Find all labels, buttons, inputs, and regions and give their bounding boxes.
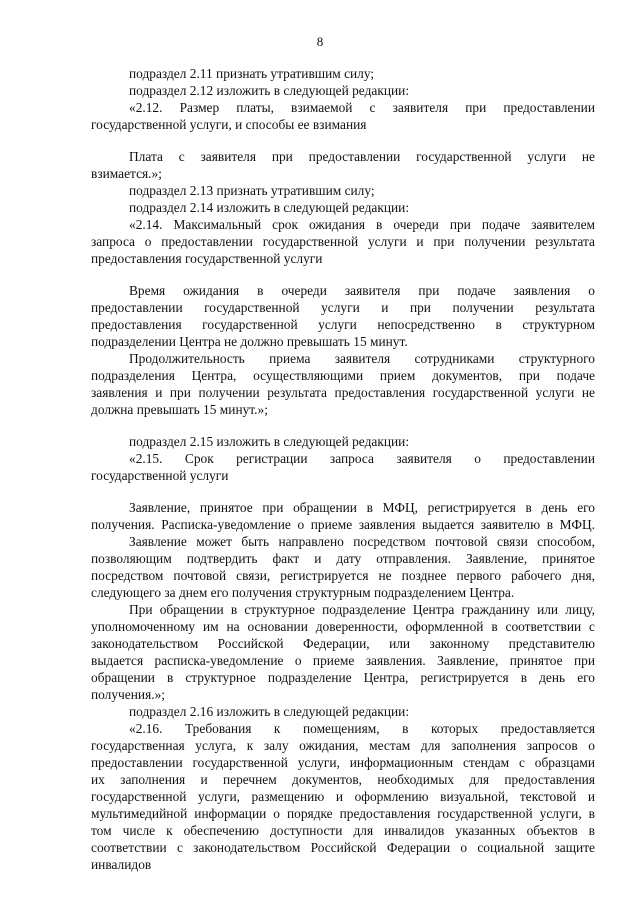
text-line: Продолжительность приема заявителя сотрудниками структурного bbox=[129, 351, 595, 366]
text-line: «2.15. Срок регистрации запроса заявителя о предоставлении bbox=[129, 451, 595, 466]
text-line: Время ожидания в очереди заявителя при подаче заявления о bbox=[129, 283, 595, 298]
text-line: запроса о предоставлении государственной услуги и при получении результата bbox=[91, 234, 595, 249]
text-line: заявления и при получении результата предоставления государственной услуги не bbox=[91, 385, 595, 400]
text-line: подраздел 2.16 изложить в следующей редакции: bbox=[129, 704, 410, 719]
text-line: государственной услуги, размещению и оформлению визуальной, текстовой и bbox=[91, 789, 595, 804]
text-line: позволяющим подтвердить факт и дату отправления. Заявление, принятое bbox=[91, 551, 595, 566]
text-line: «2.12. Размер платы, взимаемой с заявителя при предоставлении bbox=[129, 100, 595, 115]
text-line: мультимедийной информации о порядке предоставления государственной услуги, в bbox=[91, 806, 595, 821]
text-line: посредством почтовой связи, регистрируется не позднее первого рабочего дня, bbox=[91, 568, 595, 583]
text-line: предоставлении государственной услуги и при получении результата bbox=[91, 300, 595, 315]
text-line: Заявление может быть направлено посредством почтовой связи способом, bbox=[129, 534, 595, 549]
text-line: подраздел 2.13 признать утратившим силу; bbox=[129, 183, 375, 198]
text-line: получения. Расписка-уведомление о приеме заявления выдается заявителю в МФЦ. bbox=[91, 517, 595, 532]
text-line: их заполнения и перечнем документов, необходимых для предоставления bbox=[91, 772, 595, 787]
text-line: взимается.»; bbox=[91, 166, 162, 181]
text-line: предоставления государственной услуги bbox=[91, 251, 323, 266]
text-line: «2.14. Максимальный срок ожидания в очереди при подаче заявителем bbox=[129, 217, 595, 232]
text-line: предоставлении государственной услуги, информационным стендам с образцами bbox=[91, 755, 595, 770]
text-line: обращении в структурное подразделение Центра, регистрируется в день его bbox=[91, 670, 595, 685]
page-number: 8 bbox=[316, 34, 324, 49]
text-line: следующего за днем его получения структурным подразделением Центра. bbox=[91, 585, 515, 600]
text-line: «2.16. Требования к помещениям, в которых предоставляется bbox=[129, 721, 595, 736]
text-line: государственная услуга, к залу ожидания, местам для заполнения запросов о bbox=[91, 738, 595, 753]
text-line: подраздел 2.11 признать утратившим силу; bbox=[129, 66, 375, 81]
text-line: законодательством Российской Федерации, или законному представителю bbox=[91, 636, 595, 651]
text-line: должна превышать 15 минут.»; bbox=[91, 402, 268, 417]
text-line: государственной услуги bbox=[91, 468, 229, 483]
text-line: инвалидов bbox=[91, 857, 152, 872]
text-line: получения.»; bbox=[91, 687, 165, 702]
text-line: Плата с заявителя при предоставлении государственной услуги не bbox=[129, 149, 595, 164]
text-line: Заявление, принятое при обращении в МФЦ, регистрируется в день его bbox=[129, 500, 595, 515]
text-line: уполномоченному им на основании доверенности, оформленной в соответствии с bbox=[91, 619, 595, 634]
text-line: государственной услуги, и способы ее взимания bbox=[91, 117, 367, 132]
text-line: предоставления государственной услуги непосредственно в структурном bbox=[91, 317, 595, 332]
text-line: подразделения Центра, осуществляющими прием документов, при подаче bbox=[91, 368, 595, 383]
text-line: подраздел 2.14 изложить в следующей редакции: bbox=[129, 200, 410, 215]
text-line: выдается расписка-уведомление о приеме заявления. Заявление, принятое при bbox=[91, 653, 595, 668]
text-line: соответствии с законодательством Российской Федерации о социальной защите bbox=[91, 840, 595, 855]
text-line: том числе к обеспечению доступности для инвалидов указанных объектов в bbox=[91, 823, 595, 838]
text-line: подраздел 2.15 изложить в следующей редакции: bbox=[129, 434, 410, 449]
text-line: подраздел 2.12 изложить в следующей редакции: bbox=[129, 83, 410, 98]
text-line: подразделении Центра не должно превышать 15 минут. bbox=[91, 334, 408, 349]
text-line: При обращении в структурное подразделение Центра гражданину или лицу, bbox=[129, 602, 595, 617]
